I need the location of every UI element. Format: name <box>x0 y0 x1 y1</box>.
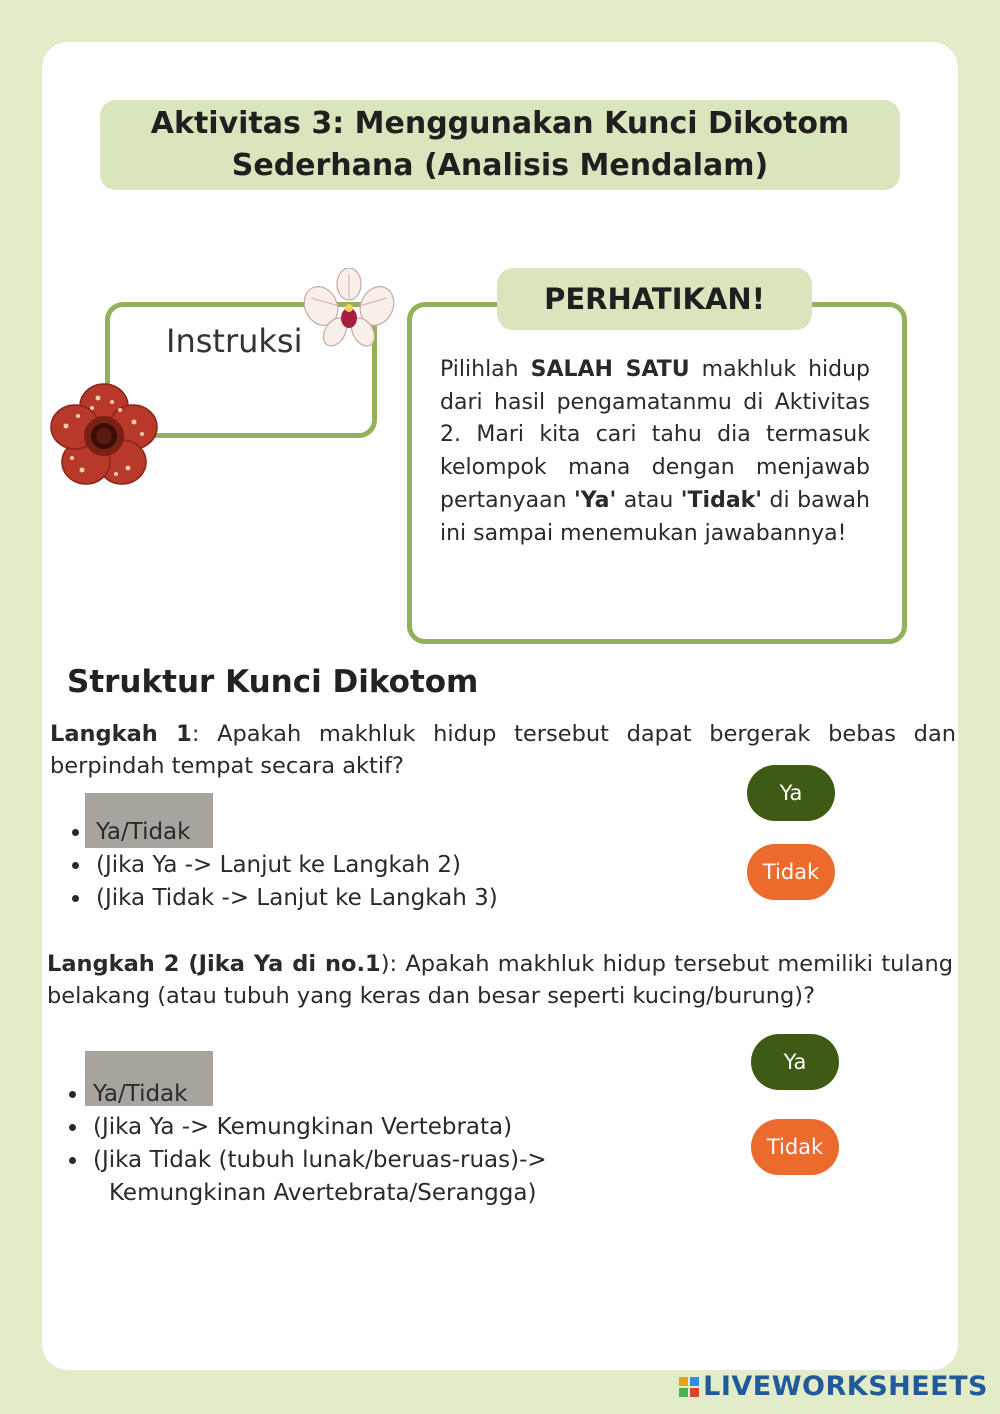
notice-emphasis: 'Ya' <box>574 487 617 513</box>
notice-text-part: di bawah ini sampai menemukan jawabannya! <box>440 487 870 546</box>
step2-question-text: ): Apakah makhluk hidup tersebut memiliki tulang belakang (atau tubuh yang keras dan besar seperti kucing/burung)? <box>47 951 953 1009</box>
notice-text-part: makhluk hidup dari hasil pengamatanmu di Aktivitas 2. Mari kita cari tahu dia termasuk kelompok mana dengan menjawab pertanyaan <box>440 357 870 513</box>
step1-answer-text: Ya/Tidak <box>96 819 191 845</box>
rafflesia-flower-icon <box>48 382 160 490</box>
title-line-2: Sederhana (Analisis Mendalam) <box>231 148 769 183</box>
step2-options <box>61 1078 547 1210</box>
notice-text <box>440 354 870 550</box>
step2-answer-text: Ya/Tidak <box>93 1081 188 1107</box>
step2-option-no-line2: Kemungkinan Avertebrata/Serangga) <box>109 1180 537 1206</box>
step2-no-button[interactable]: Tidak <box>751 1119 839 1175</box>
step2-option-no-line1: (Jika Tidak (tubuh lunak/beruas-ruas)-> <box>93 1147 547 1173</box>
step2-question <box>47 948 953 1012</box>
step2-option-no <box>89 1144 547 1210</box>
notice-text-part: Pilihlah <box>440 357 531 382</box>
orchid-flower-icon <box>302 268 396 354</box>
brand-name: LIVEWORKSHEETS <box>703 1371 988 1402</box>
step1-yes-button[interactable]: Ya <box>747 765 835 821</box>
step2-label: Langkah 2 (Jika Ya di no.1 <box>47 951 381 977</box>
step1-answer-value[interactable] <box>92 816 498 849</box>
step2-option-yes: • (Jika Ya -> Kemungkinan Vertebrata) <box>89 1111 547 1144</box>
notice-text-part: atau <box>616 487 681 513</box>
step2-answer-value[interactable] <box>89 1078 547 1111</box>
step1-option-yes: • (Jika Ya -> Lanjut ke Langkah 2) <box>92 849 498 882</box>
title-line-1: Aktivitas 3: Menggunakan Kunci Dikotom <box>150 106 850 141</box>
step1-options <box>64 816 498 915</box>
logo-squares-icon <box>679 1377 699 1397</box>
notice-heading: PERHATIKAN! <box>497 268 812 330</box>
step1-label: Langkah 1 <box>50 721 192 747</box>
notice-emphasis: SALAH SATU <box>530 357 690 382</box>
step1-option-no: • (Jika Tidak -> Lanjut ke Langkah 3) <box>92 882 498 915</box>
page-title <box>100 100 900 190</box>
step2-yes-button[interactable]: Ya <box>751 1034 839 1090</box>
liveworksheets-logo <box>679 1371 988 1402</box>
notice-emphasis: 'Tidak' <box>680 487 763 513</box>
step1-question-text: : Apakah makhluk hidup tersebut dapat bergerak bebas dan berpindah tempat secara aktif? <box>50 721 956 779</box>
section-title: Struktur Kunci Dikotom <box>67 664 479 700</box>
step1-no-button[interactable]: Tidak <box>747 844 835 900</box>
instructions-label: Instruksi <box>166 322 303 360</box>
